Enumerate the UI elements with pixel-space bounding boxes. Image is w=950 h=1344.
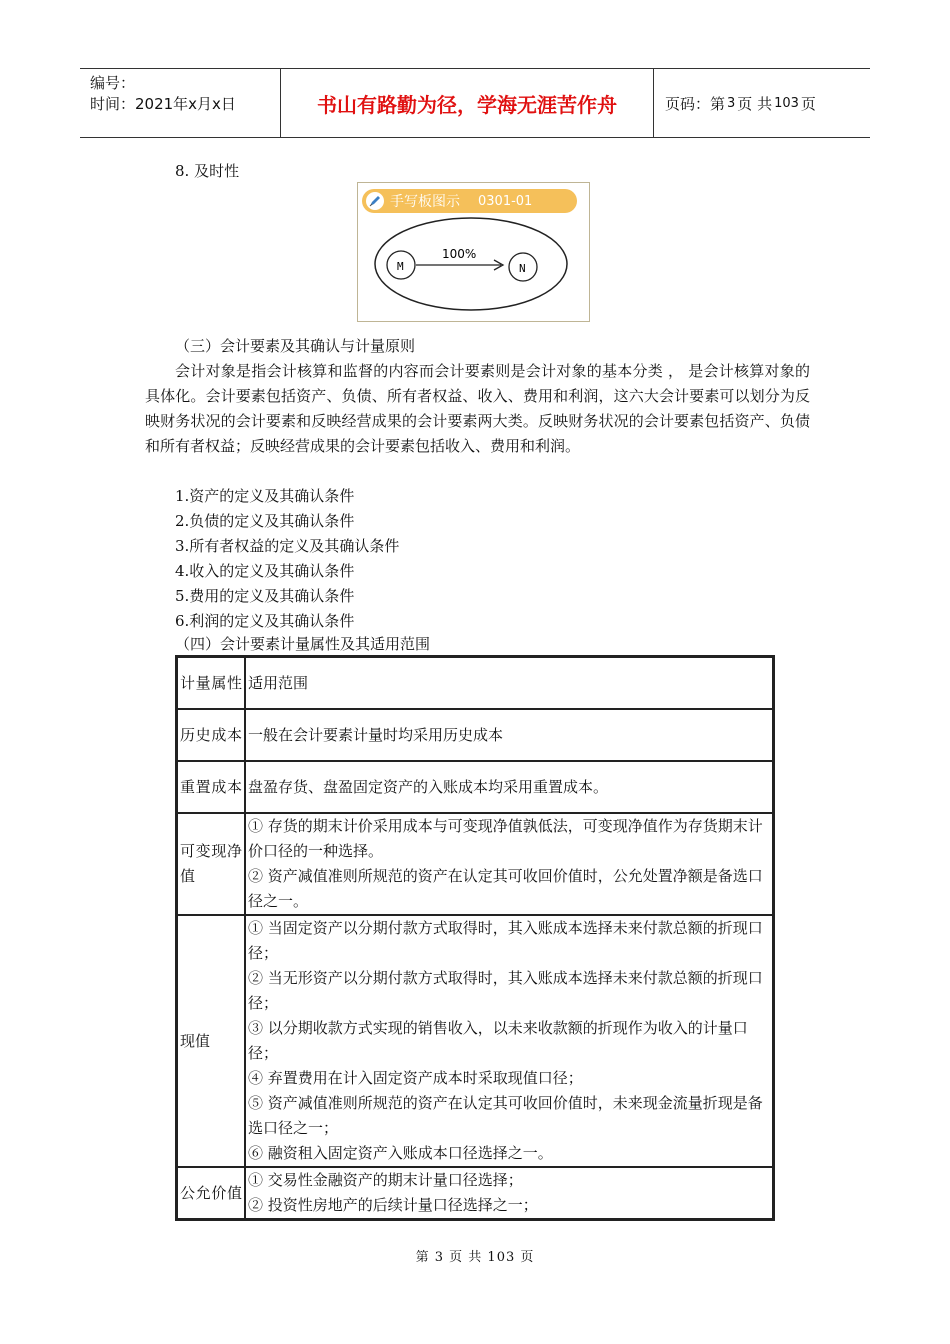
page-mid: 页 共 [737, 94, 773, 113]
section-3-paragraph: 会计对象是指会计核算和监督的内容而会计要素则是会计对象的基本分类 ， 是会计核算对象的具体化。会计要素包括资产、负债、所有者权益、收入、费用和利润，这六大会计要素可以划分为反映财务状况的会计要素和反映经营成果的会计要素两大类。反映财务状况的会计要素包括资产、负债和所有者权益；反映经营成果的会计要素包括收入、费用和利润。 [145, 362, 810, 455]
table-row [177, 813, 773, 915]
table-key-cell: 现值 [177, 915, 245, 1167]
page-prefix: 页码：第 [665, 94, 726, 113]
list-item: 1.资产的定义及其确认条件 [175, 487, 355, 505]
header-meta [80, 69, 281, 137]
header-motto: 书山有路勤为径，学海无涯苦作舟 [281, 69, 654, 137]
figure-banner [362, 189, 577, 213]
table-key-cell: 重置成本 [177, 761, 245, 813]
handwriting-figure [357, 182, 590, 322]
list-item: 6.利润的定义及其确认条件 [175, 612, 355, 630]
item-8-heading: 8. 及时性 [175, 162, 240, 180]
figure-code: 0301-01 [478, 193, 533, 209]
list-item: 3.所有者权益的定义及其确认条件 [175, 537, 400, 555]
table-value-cell [245, 813, 773, 915]
table-row [177, 1167, 773, 1219]
table-row [177, 657, 773, 709]
node-m-label: M [397, 260, 404, 273]
list-item: 4.收入的定义及其确认条件 [175, 562, 355, 580]
flow-diagram [358, 213, 591, 321]
table-row [177, 761, 773, 813]
table-line: ③ 以分期收款方式实现的销售收入，以未来收款额的折现作为收入的计量口径； [248, 1019, 748, 1062]
table-line: ① 交易性金融资产的期末计量口径选择； [248, 1171, 523, 1189]
table-line: 一般在会计要素计量时均采用历史成本 [248, 725, 504, 744]
date-label: 时间：2021年x月x日 [90, 95, 236, 113]
table-value-cell [245, 657, 773, 709]
page-suffix: 页 [800, 94, 816, 113]
arrow-label: 100% [442, 247, 477, 261]
pen-icon [366, 192, 384, 210]
page-footer: 第 3 页 共 103 页 [415, 1250, 535, 1265]
table-key-cell: 计量属性 [177, 657, 245, 709]
table-line: ② 资产减值准则所规范的资产在认定其可收回价值时，公允处置净额是备选口径之一。 [248, 867, 763, 910]
table-line: ④ 弃置费用在计入固定资产成本时采取现值口径； [248, 1069, 583, 1087]
header-page-info [653, 69, 870, 137]
table-row [177, 915, 773, 1167]
figure-banner-title: 手写板图示 [390, 194, 460, 210]
page-header [80, 68, 870, 138]
table-line: ② 当无形资产以分期付款方式取得时，其入账成本选择未来付款总额的折现口径； [248, 969, 763, 1012]
table-line: ⑤ 资产减值准则所规范的资产在认定其可收回价值时，未来现金流量折现是备选口径之一； [248, 1094, 763, 1137]
table-line: ① 存货的期末计价采用成本与可变现净值孰低法，可变现净值作为存货期末计价口径的一种选择。 [248, 817, 763, 860]
table-line: 盘盈存货、盘盈固定资产的入账成本均采用重置成本。 [248, 777, 609, 796]
table-line: ⑥ 融资租入固定资产入账成本口径选择之一。 [248, 1144, 553, 1162]
page-current: 3 [727, 95, 736, 111]
outer-ellipse [375, 218, 567, 310]
table-key-cell: 公允价值 [177, 1167, 245, 1219]
number-label: 编号： [90, 74, 136, 92]
list-item: 2.负债的定义及其确认条件 [175, 512, 355, 530]
measurement-table [175, 655, 775, 1221]
page-total: 103 [774, 95, 799, 111]
table-value-cell [245, 1167, 773, 1219]
table-value-cell [245, 915, 773, 1167]
section-4-title: （四）会计要素计量属性及其适用范围 [175, 635, 431, 653]
table-value-cell [245, 709, 773, 761]
table-key-cell: 可变现净值 [177, 813, 245, 915]
table-row [177, 709, 773, 761]
table-value-cell [245, 761, 773, 813]
section-3-title: （三）会计要素及其确认与计量原则 [175, 337, 416, 355]
table-key-cell: 历史成本 [177, 709, 245, 761]
table-line: ② 投资性房地产的后续计量口径选择之一； [248, 1196, 538, 1214]
table-line: 适用范围 [248, 673, 309, 692]
node-n-label: N [519, 262, 526, 275]
list-item: 5.费用的定义及其确认条件 [175, 587, 355, 605]
table-line: ① 当固定资产以分期付款方式取得时，其入账成本选择未来付款总额的折现口径； [248, 919, 763, 962]
